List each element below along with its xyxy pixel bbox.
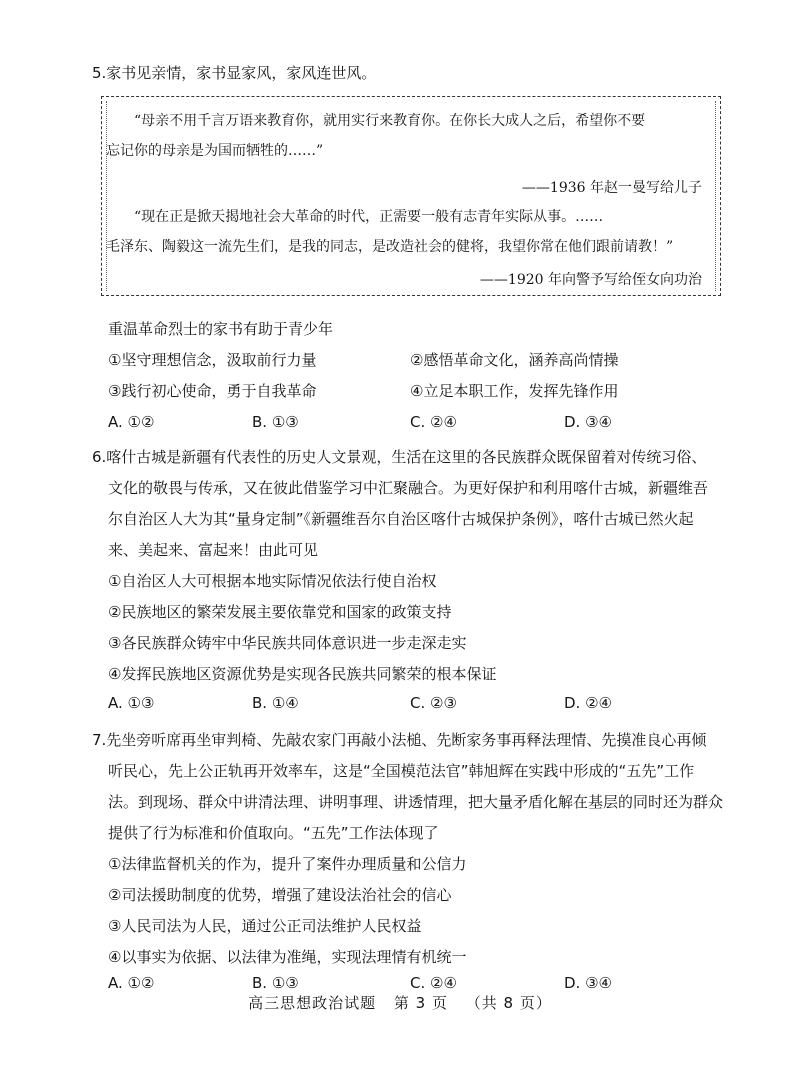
q6-choice-a[interactable]: A. ①③ <box>108 694 155 712</box>
q6-option-3: ③各民族群众铸牢中华民族共同体意识进一步走深走实 <box>108 634 467 652</box>
q5-choice-b[interactable]: B. ①③ <box>252 413 299 431</box>
q6-option-2: ②民族地区的繁荣发展主要依靠党和国家的政策支持 <box>108 603 452 621</box>
q7-choice-b[interactable]: B. ①③ <box>252 974 299 992</box>
q5-question: 重温革命烈士的家书有助于青少年 <box>108 320 334 338</box>
q5-option-2: ②感悟革命文化，涵养高尚情操 <box>410 351 619 369</box>
quote1-signature: ——1936 年赵一曼写给儿子 <box>521 180 702 196</box>
q7-option-4: ④以事实为依据、以法律为准绳，实现法理情有机统一 <box>108 948 467 966</box>
q7-option-1: ①法律监督机关的作为，提升了案件办理质量和公信力 <box>108 855 467 873</box>
q7-option-2: ②司法援助制度的优势，增强了建设法治社会的信心 <box>108 886 452 904</box>
q5-choice-d[interactable]: D. ③④ <box>564 413 612 431</box>
footer-page-number: 第 3 页 <box>393 994 448 1012</box>
quote1-line1: “母亲不用千言万语来教育你，就用实行来教育你。在你长大成人之后，希望你不要 <box>134 113 646 129</box>
q5-choice-a[interactable]: A. ①② <box>108 413 155 431</box>
q6-stem-line2: 文化的敬畏与传承，又在彼此借鉴学习中汇聚融合。为更好保护和利用喀什古城，新疆维吾 <box>108 479 709 497</box>
q7-option-3: ③人民司法为人民，通过公正司法维护人民权益 <box>108 917 422 935</box>
q7-choice-a[interactable]: A. ①② <box>108 974 155 992</box>
q6-stem-line1: 6.喀什古城是新疆有代表性的历史人文景观，生活在这里的各民族群众既保留着对传统习俗、 <box>92 448 707 466</box>
q6-choice-c[interactable]: C. ②③ <box>410 694 457 712</box>
quote2-line1: “现在正是掀天揭地社会大革命的时代，正需要一般有志青年实际从事。…… <box>134 209 604 225</box>
q5-choice-c[interactable]: C. ②④ <box>410 413 457 431</box>
quote2-signature: ——1920 年向警予写给侄女向功治 <box>479 272 702 288</box>
quote2-line2: 毛泽东、陶毅这一流先生们，是我的同志，是改造社会的健将，我望你常在他们跟前请教！” <box>106 239 674 255</box>
q6-stem-line3: 尔自治区人大为其“量身定制”《新疆维吾尔自治区喀什古城保护条例》，喀什古城已然火起 <box>108 510 694 528</box>
q5-option-4: ④立足本职工作，发挥先锋作用 <box>410 382 619 400</box>
letters-quote-box <box>101 96 721 296</box>
footer-subject: 高三思想政治试题 <box>248 994 377 1012</box>
q7-choice-c[interactable]: C. ②④ <box>410 974 457 992</box>
q6-option-1: ①自治区人大可根据本地实际情况依法行使自治权 <box>108 572 437 590</box>
q7-stem-line4: 提供了行为标准和价值取向。“五先”工作法体现了 <box>108 824 439 842</box>
q6-stem-line4: 来、美起来、富起来！由此可见 <box>108 541 319 559</box>
footer-total-pages: （共 8 页） <box>465 994 552 1012</box>
q7-stem-line2: 听民心，先上公正轨再开效率车，这是“全国模范法官”韩旭辉在实践中形成的“五先”工作 <box>108 762 695 780</box>
q7-stem-line3: 法。到现场、群众中讲清法理、讲明事理、讲透情理，把大量矛盾化解在基层的同时还为群众 <box>108 793 724 811</box>
q5-option-1: ①坚守理想信念，汲取前行力量 <box>108 351 317 369</box>
q6-option-4: ④发挥民族地区资源优势是实现各民族共同繁荣的根本保证 <box>108 665 497 683</box>
quote1-line2: 忘记你的母亲是为国而牺牲的……” <box>106 143 324 159</box>
q6-choice-b[interactable]: B. ①④ <box>252 694 299 712</box>
q7-stem-line1: 7.先坐旁听席再坐审判椅、先敲农家门再敲小法槌、先断家务事再释法理情、先摸准良心再倾 <box>92 731 707 749</box>
q6-choice-d[interactable]: D. ②④ <box>564 694 612 712</box>
q5-option-3: ③践行初心使命，勇于自我革命 <box>108 382 317 400</box>
q7-choice-d[interactable]: D. ③④ <box>564 974 612 992</box>
q5-stem: 5.家书见亲情，家书显家风，家风连世风。 <box>92 64 377 82</box>
page-footer <box>0 992 800 1013</box>
